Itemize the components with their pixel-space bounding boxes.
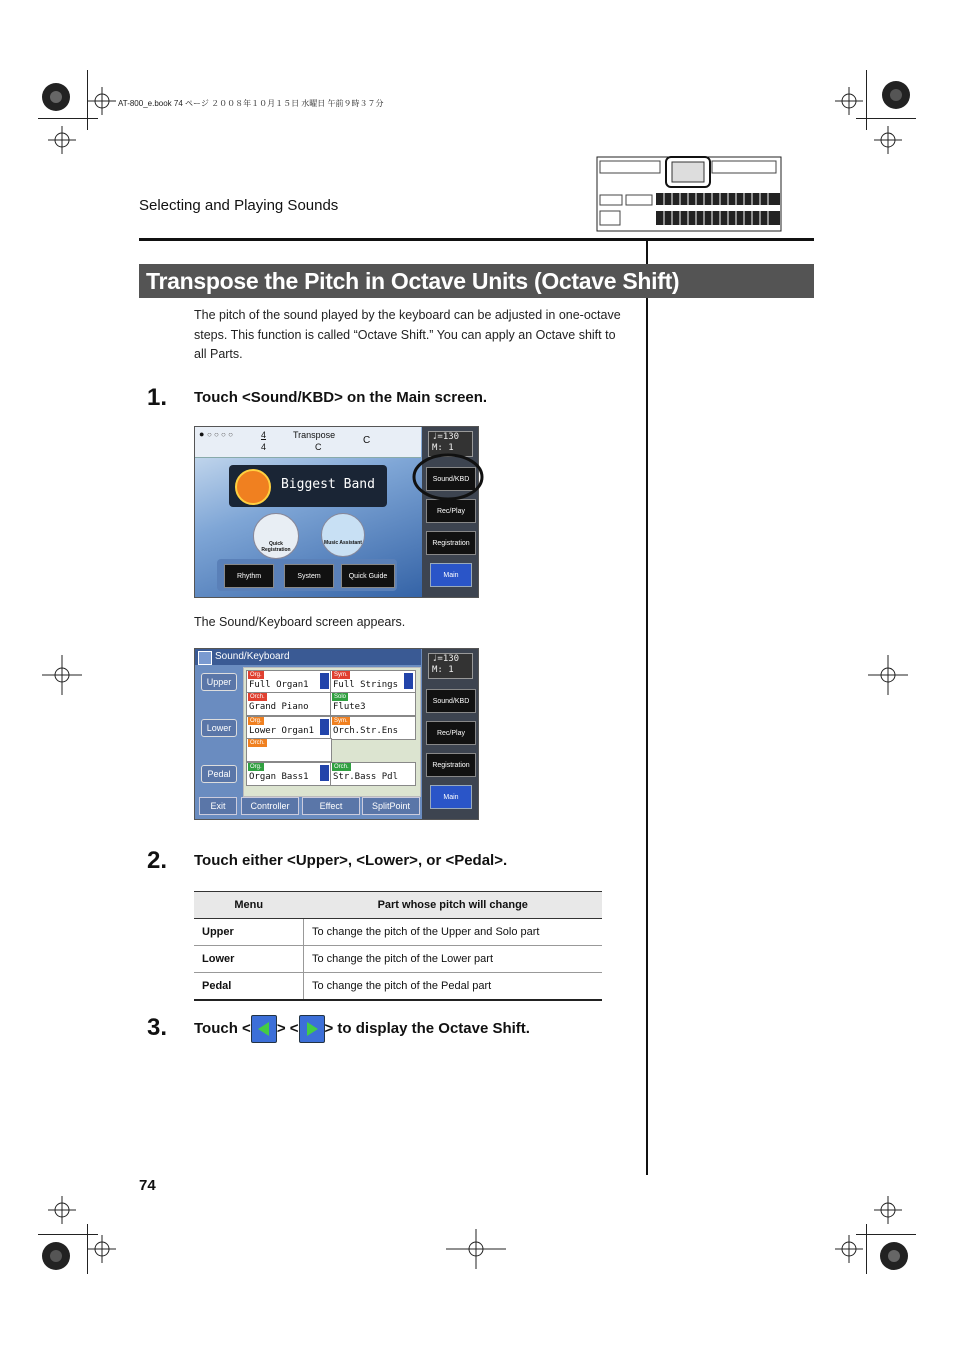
sound-kbd-button[interactable]: Sound/KBD: [426, 467, 476, 491]
beat-numerator: 4: [261, 430, 267, 440]
table-header: Menu: [194, 892, 304, 919]
part-pedal-organ[interactable]: Org. Organ Bass1: [246, 762, 332, 786]
upper-button[interactable]: Upper: [201, 673, 237, 691]
left-arrow-button[interactable]: [251, 1015, 277, 1043]
table-cell: To change the pitch of the Pedal part: [304, 973, 603, 1001]
part-lower-symphonic[interactable]: Sym. Orch.Str.Ens: [330, 716, 416, 740]
controller-button[interactable]: Controller: [241, 797, 299, 815]
lower-button[interactable]: Lower: [201, 719, 237, 737]
instrument-panel-illustration: [596, 155, 782, 233]
part-pedal-orchestral[interactable]: Orch. Str.Bass Pdl: [330, 762, 416, 786]
column-rule: [646, 240, 648, 1175]
table-cell: To change the pitch of the Lower part: [304, 946, 603, 973]
rec-play-button[interactable]: Rec/Play: [426, 499, 476, 523]
running-header: Selecting and Playing Sounds: [139, 197, 339, 214]
registration-button[interactable]: Registration: [426, 753, 476, 777]
quick-registration-button[interactable]: Quick Registration: [253, 513, 299, 559]
tempo-display: ♩=130 M: 1: [428, 431, 473, 457]
quick-guide-button[interactable]: Quick Guide: [341, 564, 395, 588]
system-button[interactable]: System: [284, 564, 334, 588]
part-lower-orchestral[interactable]: Orch.: [246, 738, 332, 762]
screen-title: Sound/Keyboard: [195, 649, 421, 665]
step-number: 2.: [147, 847, 168, 874]
step-text: Touch < > < > to display the Octave Shift.: [194, 1015, 530, 1043]
registration-button[interactable]: Registration: [426, 531, 476, 555]
main-button[interactable]: Main: [430, 785, 472, 809]
transpose-label: Transpose: [293, 430, 336, 440]
menu-table: [194, 891, 602, 1001]
header-rule: [139, 238, 814, 241]
table-cell: Upper: [194, 919, 304, 946]
step-text: Touch either <Upper>, <Lower>, or <Pedal>.: [194, 852, 508, 869]
music-assistant-button[interactable]: Music Assistant: [321, 513, 365, 557]
exit-button[interactable]: Exit: [199, 797, 237, 815]
table-cell: Lower: [194, 946, 304, 973]
part-upper-organ[interactable]: Org. Full Organ1: [246, 670, 332, 694]
beat-denominator: 4: [261, 442, 267, 452]
rhythm-display: [229, 465, 387, 507]
indicator-dot: ● ○ ○ ○ ○: [199, 429, 233, 439]
transpose-value: C: [315, 442, 322, 452]
step-number: 3.: [147, 1014, 168, 1041]
sound-kbd-button[interactable]: Sound/KBD: [426, 689, 476, 713]
rhythm-icon: [235, 469, 271, 505]
part-upper-symphonic[interactable]: Sym. Full Strings: [330, 670, 416, 694]
table-header: Part whose pitch will change: [304, 892, 603, 919]
print-header: AT-800_e.book 74 ページ ２００８年１０月１５日 水曜日 午前９時３７分: [118, 99, 384, 108]
table-row: [194, 919, 602, 946]
section-title: Transpose the Pitch in Octave Units (Octave Shift): [146, 268, 680, 294]
pedal-button[interactable]: Pedal: [201, 765, 237, 783]
main-status-bar: [195, 427, 421, 458]
table-row: [194, 973, 602, 1001]
effect-button[interactable]: Effect: [302, 797, 360, 815]
rhythm-button[interactable]: Rhythm: [224, 564, 274, 588]
page-number: 74: [139, 1177, 156, 1194]
step-number: 1.: [147, 384, 168, 411]
intro-paragraph: The pitch of the sound played by the keyboard can be adjusted in one-octave steps. This function is called “Octave Shift.” You can apply an Octave shift to all Parts.: [194, 308, 621, 361]
rhythm-name: Biggest Band: [281, 477, 375, 492]
table-row: [194, 946, 602, 973]
highlight-circle: [410, 452, 486, 502]
right-arrow-button[interactable]: [299, 1015, 325, 1043]
table-cell: To change the pitch of the Upper and Solo part: [304, 919, 603, 946]
table-cell: Pedal: [194, 973, 304, 1001]
section-title-bar: [139, 264, 814, 298]
step-text: Touch <Sound/KBD> on the Main screen.: [194, 389, 488, 406]
main-button[interactable]: Main: [430, 563, 472, 587]
music-note-icon: [198, 651, 212, 665]
rec-play-button[interactable]: Rec/Play: [426, 721, 476, 745]
part-lower-organ[interactable]: Org. Lower Organ1: [246, 716, 332, 740]
sound-side-panel: [422, 649, 478, 819]
part-solo[interactable]: Solo Flute3: [330, 692, 416, 716]
part-upper-orchestral[interactable]: Orch. Grand Piano: [246, 692, 332, 716]
key-value: C: [363, 435, 371, 446]
tempo-display: ♩=130 M: 1: [428, 653, 473, 679]
splitpoint-button[interactable]: SplitPoint: [362, 797, 420, 815]
sound-keyboard-screenshot: [194, 648, 479, 820]
caption: The Sound/Keyboard screen appears.: [194, 615, 406, 629]
